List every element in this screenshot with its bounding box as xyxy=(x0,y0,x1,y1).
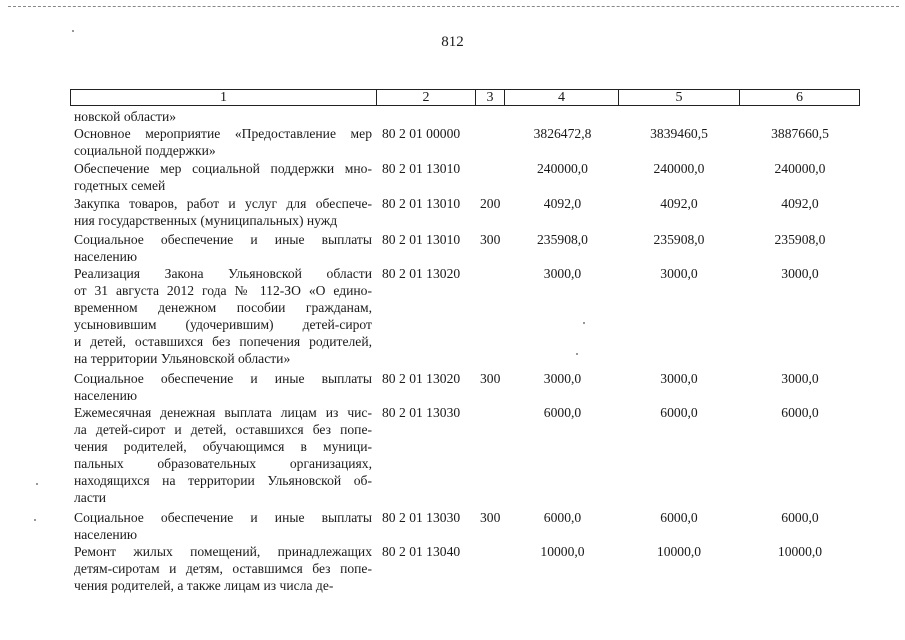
row-value-2023: 6000,0 xyxy=(660,405,698,420)
row-value-2023: 3000,0 xyxy=(660,371,698,386)
row-value-2022: 10000,0 xyxy=(540,544,585,559)
row-target-code: 80 2 01 13010 xyxy=(382,161,461,176)
row-value-2024: 4092,0 xyxy=(781,196,819,211)
row-name-line: социальной поддержки» xyxy=(74,143,216,158)
row-name xyxy=(74,125,372,159)
row-name xyxy=(74,195,372,229)
row-target-code: 80 2 01 13010 xyxy=(382,196,461,211)
row-target-code: 80 2 01 13030 xyxy=(382,405,461,420)
row-value-2022: 3000,0 xyxy=(543,371,582,386)
row-value-2022: 240000,0 xyxy=(537,161,588,176)
row-name-line: чения родителей, обучающимся в муници- xyxy=(74,439,372,454)
row-value-2024: 6000,0 xyxy=(781,405,819,420)
row-value-2022: 3826472,8 xyxy=(533,126,592,141)
row-expense-type: 300 xyxy=(480,510,501,525)
row-name-line: населению xyxy=(74,249,138,264)
row-value-2022: 235908,0 xyxy=(537,232,588,247)
scan-speck xyxy=(72,30,74,32)
row-name-line: пальных образовательных организациях, xyxy=(74,456,372,471)
row-name xyxy=(74,231,372,265)
row-name xyxy=(74,160,372,194)
row-target-code: 80 2 01 13040 xyxy=(382,544,461,559)
row-name-line: Реализация Закона Ульяновской области xyxy=(74,266,372,281)
row-value-2024: 3000,0 xyxy=(781,266,819,281)
row-name-line: населению xyxy=(74,388,138,403)
row-target-code: 80 2 01 00000 xyxy=(382,126,461,141)
row-value-2024: 240000,0 xyxy=(774,161,826,176)
row-value-2023: 3839460,5 xyxy=(650,126,708,141)
row-name-line: Основное мероприятие «Предоставление мер xyxy=(74,126,372,141)
header-col-5: 5 xyxy=(619,90,740,106)
header-col-1: 1 xyxy=(71,90,377,106)
row-name-line: временном денежном пособии гражданам, xyxy=(74,300,372,315)
row-value-2022: 6000,0 xyxy=(543,405,582,420)
row-name-line: на территории Ульяновской области» xyxy=(74,351,291,366)
row-name-line: детям-сиротам и детям, оставшимся без попе- xyxy=(74,561,372,576)
scan-speck xyxy=(583,322,585,324)
page-number: 812 xyxy=(441,34,464,50)
row-value-2024: 6000,0 xyxy=(781,510,819,525)
row-value-2023: 235908,0 xyxy=(653,232,705,247)
row-name xyxy=(74,370,372,404)
row-name xyxy=(74,543,372,594)
header-col-3: 3 xyxy=(476,90,505,106)
header-col-4: 4 xyxy=(505,90,619,106)
row-name-line: Закупка товаров, работ и услуг для обеспече- xyxy=(74,196,372,211)
row-name-line: ла детей-сирот и детей, оставшихся без попе- xyxy=(74,422,372,437)
row-value-2024: 235908,0 xyxy=(774,232,826,247)
row-target-code: 80 2 01 13010 xyxy=(382,232,461,247)
header-col-2: 2 xyxy=(377,90,476,106)
row-name-line: от 31 августа 2012 года № 112-ЗО «О едино- xyxy=(74,283,372,298)
row-name-line: Социальное обеспечение и иные выплаты xyxy=(74,510,372,525)
row-name-line: чения родителей, а также лицам из числа де- xyxy=(74,578,334,593)
row-value-2023: 3000,0 xyxy=(660,266,698,281)
scan-speck xyxy=(36,483,38,485)
row-name-line: годетных семей xyxy=(74,178,166,193)
row-name-line: Ремонт жилых помещений, принадлежащих xyxy=(74,544,372,559)
row-target-code: 80 2 01 13030 xyxy=(382,510,461,525)
row-value-2022: 3000,0 xyxy=(543,266,582,281)
row-name-line: находящихся на территории Ульяновской об- xyxy=(74,473,372,488)
row-value-2024: 3000,0 xyxy=(781,371,819,386)
row-value-2023: 240000,0 xyxy=(653,161,705,176)
row-name-line: усыновившим (удочерившим) детей-сирот xyxy=(74,317,372,332)
scan-speck xyxy=(34,519,36,521)
row-name-line: ния государственных (муниципальных) нужд xyxy=(74,213,338,228)
row-target-code: 80 2 01 13020 xyxy=(382,266,461,281)
row-value-2022: 6000,0 xyxy=(543,510,582,525)
row-name xyxy=(74,509,372,543)
row-name xyxy=(74,404,372,506)
row-name-line: Социальное обеспечение и иные выплаты xyxy=(74,232,372,247)
row-name xyxy=(74,265,372,367)
row-target-code: 80 2 01 13020 xyxy=(382,371,461,386)
row-value-2022: 4092,0 xyxy=(543,196,582,211)
row-name-line: Ежемесячная денежная выплата лицам из чис- xyxy=(74,405,372,420)
row-value-2023: 6000,0 xyxy=(660,510,698,525)
row-name-line: и детей, оставшихся без попечения родителей, xyxy=(74,334,372,349)
row-name-line: населению xyxy=(74,527,138,542)
row-name-line: ласти xyxy=(74,490,107,505)
row-expense-type: 300 xyxy=(480,232,501,247)
row-expense-type: 200 xyxy=(480,196,501,211)
header-col-6: 6 xyxy=(740,90,860,106)
row-value-2024: 3887660,5 xyxy=(771,126,829,141)
row-value-2023: 10000,0 xyxy=(656,544,702,559)
row-name-line: Социальное обеспечение и иные выплаты xyxy=(74,371,372,386)
row-expense-type: 300 xyxy=(480,371,501,386)
row-name-line: новской области» xyxy=(74,109,177,124)
row-name-line: Обеспечение мер социальной поддержки мно- xyxy=(74,161,372,176)
row-name xyxy=(74,108,372,125)
row-value-2023: 4092,0 xyxy=(660,196,698,211)
scan-speck xyxy=(576,353,578,355)
row-value-2024: 10000,0 xyxy=(777,544,823,559)
